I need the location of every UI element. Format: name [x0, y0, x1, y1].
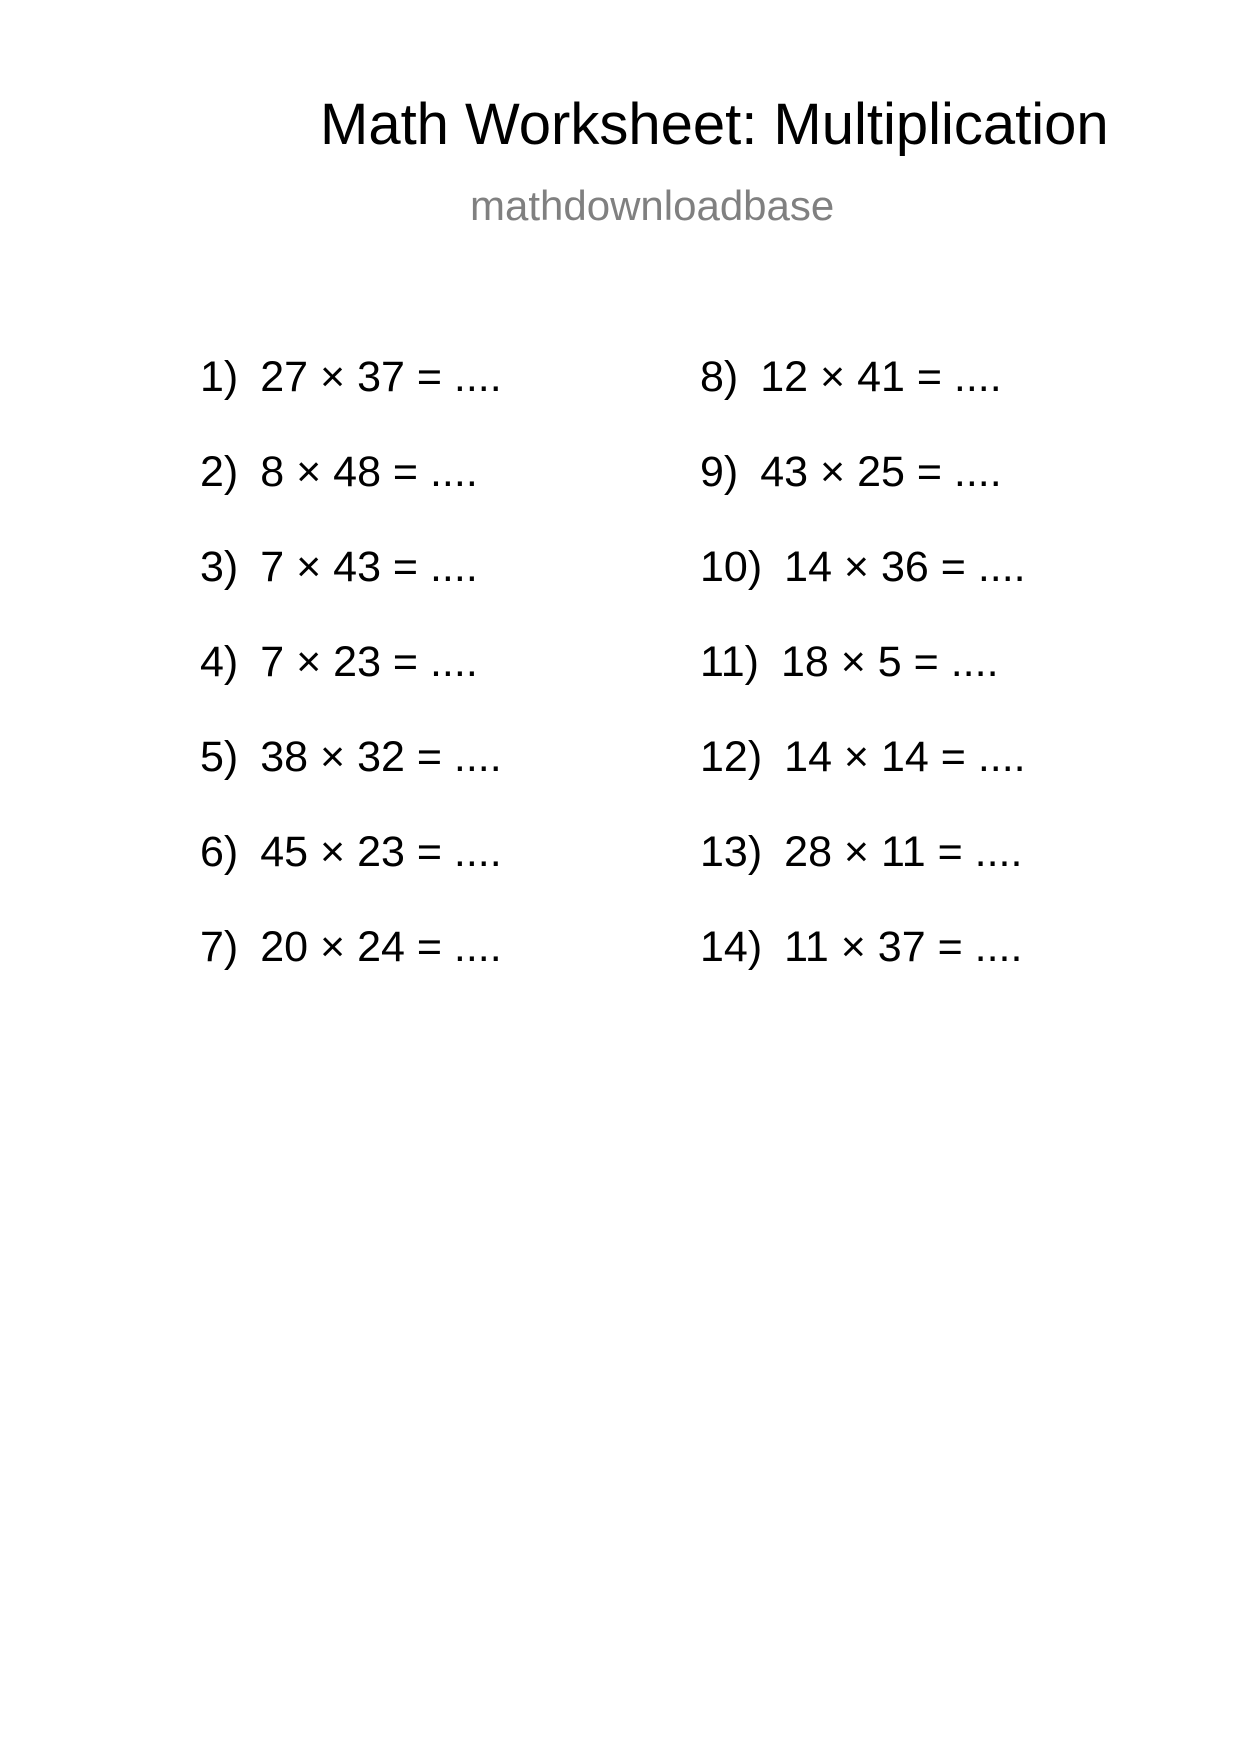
problem-number: 8): [700, 353, 739, 401]
problem-expression: 7 × 23 = ....: [260, 638, 478, 686]
problem-item: [200, 637, 502, 732]
problem-number: 1): [200, 353, 239, 401]
problem-number: 6): [200, 828, 239, 876]
problem-number: 12): [700, 733, 763, 781]
problem-number: 5): [200, 733, 239, 781]
problem-item: [700, 827, 1026, 922]
problem-item: [700, 732, 1026, 827]
problem-expression: 14 × 36 = ....: [784, 543, 1026, 591]
problem-item: [700, 922, 1026, 1017]
problem-expression: 43 × 25 = ....: [760, 448, 1002, 496]
problem-item: [200, 352, 502, 447]
problem-expression: 45 × 23 = ....: [260, 828, 502, 876]
problem-number: 10): [700, 543, 763, 591]
problem-column-right: [700, 352, 1026, 1017]
problem-number: 14): [700, 923, 763, 971]
problem-expression: 27 × 37 = ....: [260, 353, 502, 401]
problem-number: 9): [700, 448, 739, 496]
problem-expression: 38 × 32 = ....: [260, 733, 502, 781]
problem-item: [200, 732, 502, 827]
problem-item: [700, 447, 1026, 542]
problem-number: 7): [200, 923, 239, 971]
problem-item: [200, 447, 502, 542]
problem-expression: 12 × 41 = ....: [760, 353, 1002, 401]
problem-expression: 8 × 48 = ....: [260, 448, 478, 496]
problem-number: 13): [700, 828, 763, 876]
problem-expression: 20 × 24 = ....: [260, 923, 502, 971]
problem-item: [700, 352, 1026, 447]
problem-expression: 28 × 11 = ....: [784, 828, 1023, 876]
problem-column-left: [200, 352, 502, 1017]
problem-item: [200, 827, 502, 922]
problem-number: 2): [200, 448, 239, 496]
problem-number: 11): [700, 638, 759, 686]
problem-item: [700, 637, 1026, 732]
problem-number: 3): [200, 543, 239, 591]
problem-expression: 18 × 5 = ....: [780, 638, 999, 686]
page-subtitle: mathdownloadbase: [470, 182, 835, 229]
problem-item: [700, 542, 1026, 637]
problem-item: [200, 922, 502, 1017]
problem-number: 4): [200, 638, 239, 686]
problem-expression: 14 × 14 = ....: [784, 733, 1026, 781]
problem-item: [200, 542, 502, 637]
problem-expression: 7 × 43 = ....: [260, 543, 478, 591]
problem-expression: 11 × 37 = ....: [784, 923, 1023, 971]
page-title: Math Worksheet: Multiplication: [320, 92, 1109, 157]
